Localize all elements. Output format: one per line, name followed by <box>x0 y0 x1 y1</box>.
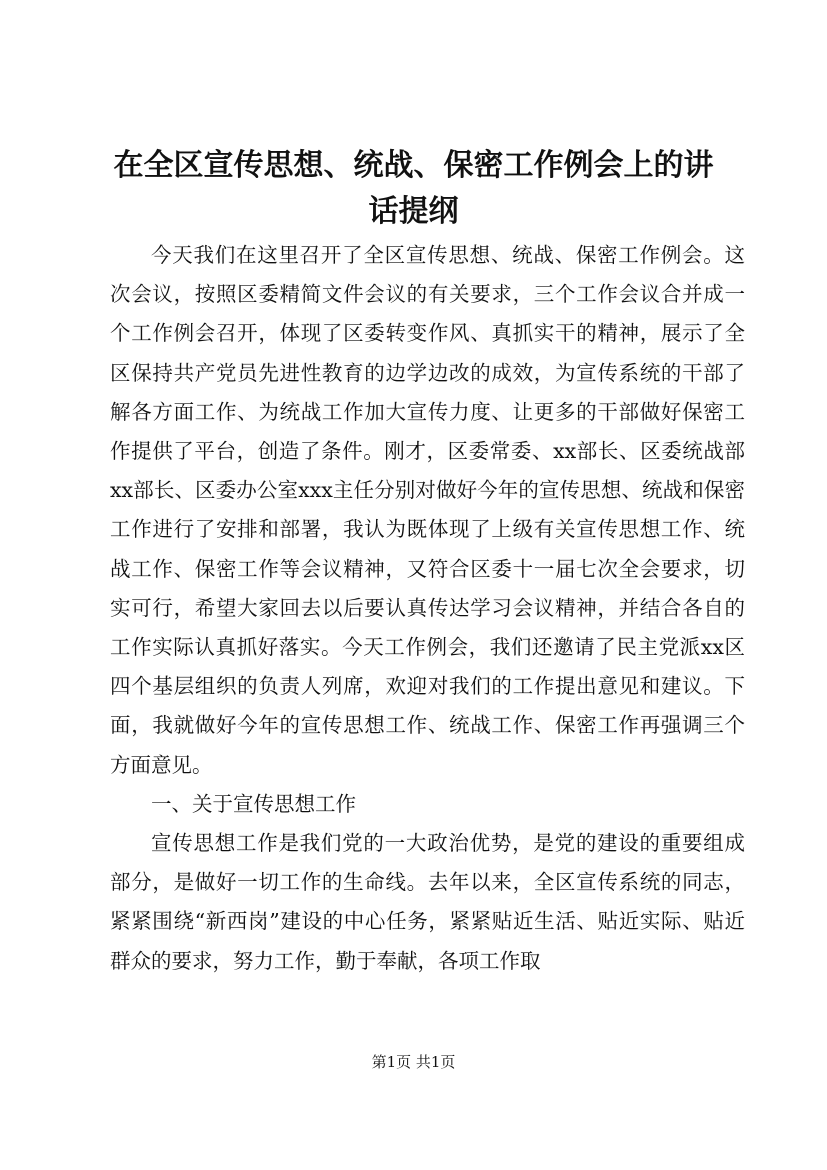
page-footer <box>0 1052 827 1072</box>
title-line-1: 在全区宣传思想、统战、保密工作例会上的讲 <box>113 148 714 183</box>
document-body <box>110 236 745 981</box>
title-line-2: 话提纲 <box>368 194 459 229</box>
page-number: 第1页 共1页 <box>371 1053 456 1071</box>
paragraph-intro: 今天我们在这里召开了全区宣传思想、统战、保密工作例会。这次会议，按照区委精简文件会议的有关要求，三个工作会议合并成一个工作例会召开，体现了区委转变作风、真抓实干的精神，展示了全区保持共产党员先进性教育的边学边改的成效，为宣传系统的干部了解各方面工作、为统战工作加大宣传力度、让更多的干部做好保密工作提供了平台，创造了条件。刚才，区委常委、xx部长、区委统战部xx部长、区委办公室xxx主任分别对做好今年的宣传思想、统战和保密工作进行了安排和部署，我认为既体现了上级有关宣传思想工作、统战工作、保密工作等会议精神，又符合区委十一届七次全会要求，切实可行，希望大家回去以后要认真传达学习会议精神，并结合各自的工作实际认真抓好落实。今天工作例会，我们还邀请了民主党派xx区四个基层组织的负责人列席，欢迎对我们的工作提出意见和建议。下面，我就做好今年的宣传思想工作、统战工作、保密工作再强调三个方面意见。 <box>110 243 745 777</box>
section-heading: 一、关于宣传思想工作 <box>151 791 356 816</box>
paragraph-section-1: 宣传思想工作是我们党的一大政治优势，是党的建设的重要组成部分，是做好一切工作的生命线。去年以来，全区宣传系统的同志，紧紧围绕“新西岗”建设的中心任务，紧紧贴近生活、贴近实际、贴近群众的要求，努力工作，勤于奉献，各项工作取 <box>110 831 745 973</box>
document-title <box>100 143 727 235</box>
